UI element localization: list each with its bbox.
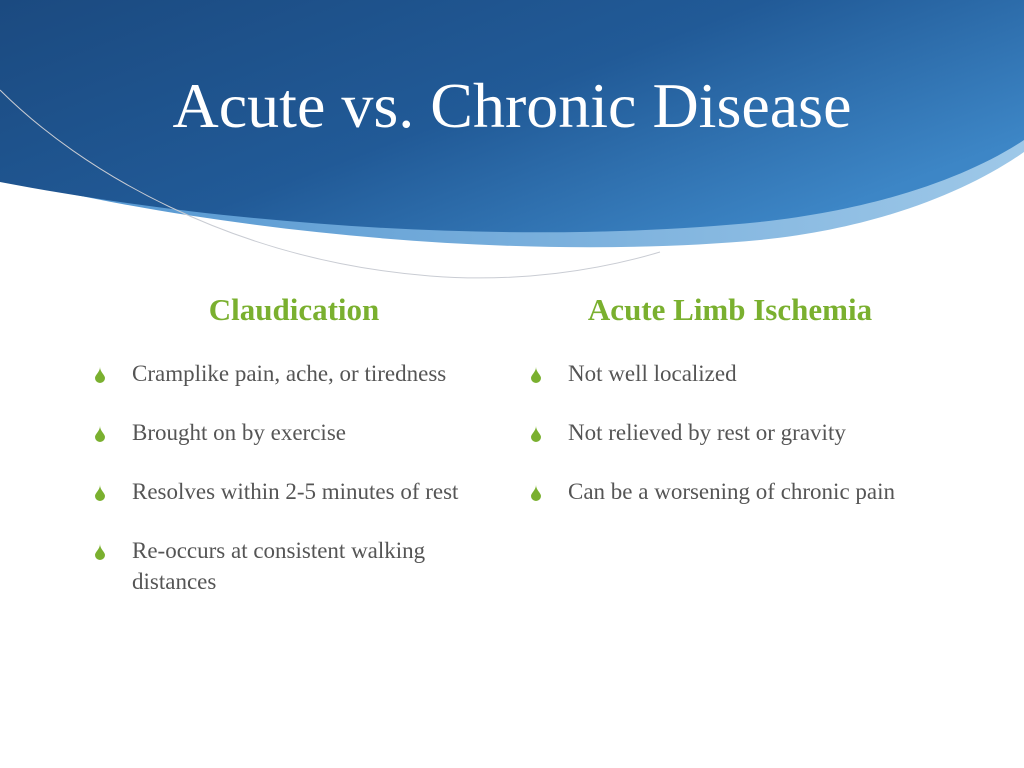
drop-icon — [94, 367, 106, 383]
list-item — [92, 476, 492, 507]
list-item-text: Resolves within 2-5 minutes of rest — [132, 479, 459, 504]
list-item — [92, 535, 492, 597]
column-heading: Acute Limb Ischemia — [587, 292, 873, 327]
list-item — [528, 358, 948, 389]
claudication-column — [92, 290, 492, 625]
list-item-text: Brought on by exercise — [132, 420, 346, 445]
list-item-text: Not well localized — [568, 361, 737, 386]
list-item-text: Can be a worsening of chronic pain — [568, 479, 896, 504]
bullet-list — [92, 358, 492, 597]
slide-title: Acute vs. Chronic Disease — [172, 70, 852, 141]
drop-icon — [530, 485, 542, 501]
drop-icon — [94, 544, 106, 560]
drop-icon — [530, 426, 542, 442]
bullet-list — [528, 358, 948, 507]
list-item-text: Not relieved by rest or gravity — [568, 420, 846, 445]
list-item — [92, 417, 492, 448]
list-item-text: Cramplike pain, ache, or tiredness — [132, 361, 447, 386]
column-heading: Claudication — [208, 292, 380, 327]
drop-icon — [94, 485, 106, 501]
list-item — [92, 358, 492, 389]
acute-limb-ischemia-column — [528, 290, 948, 535]
list-item — [528, 476, 948, 507]
list-item-text: Re-occurs at consistent walking distances — [132, 538, 426, 594]
list-item — [528, 417, 948, 448]
drop-icon — [530, 367, 542, 383]
drop-icon — [94, 426, 106, 442]
